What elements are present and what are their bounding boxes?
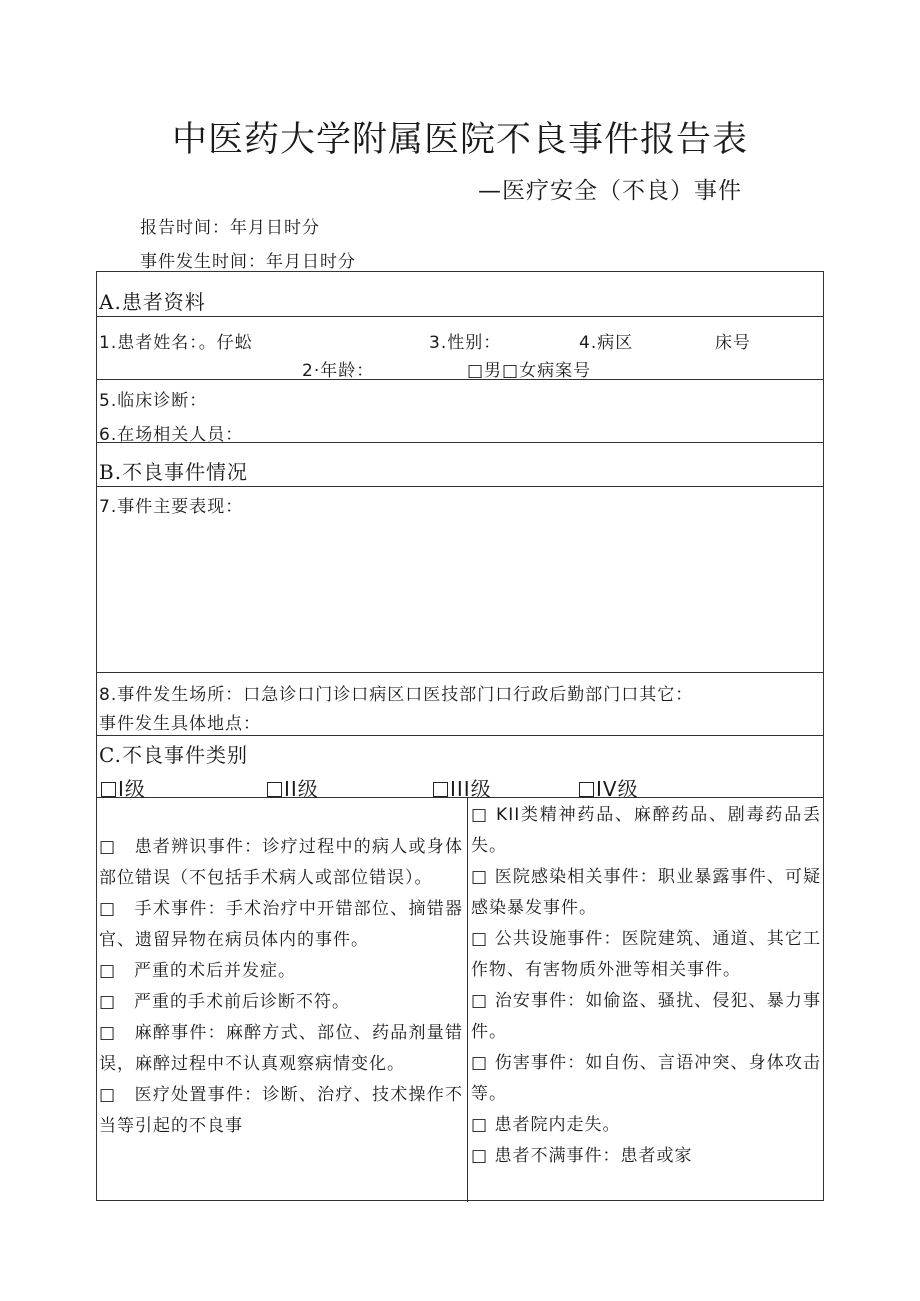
report-form: [96, 271, 824, 1201]
age-field[interactable]: 2·年龄：: [302, 361, 375, 381]
section-c-letter: C.: [99, 743, 122, 767]
row-divider: [97, 486, 823, 487]
category-item[interactable]: □ 严重的术后并发症。: [99, 961, 297, 981]
section-b-title: 不良事件情况: [122, 460, 249, 484]
report-time: 报告时间：年月日时分: [140, 218, 320, 238]
location-detail-field[interactable]: 事件发生具体地点：: [99, 714, 261, 734]
category-item[interactable]: □ 严重的手术前后诊断不符。: [99, 992, 351, 1012]
manifestation-field[interactable]: 7.事件主要表现：: [99, 497, 244, 517]
ward-field[interactable]: 4.病区: [579, 333, 634, 353]
level-option-4[interactable]: IV级: [579, 773, 639, 802]
page-subtitle: —医疗安全（不良）事件: [478, 178, 742, 204]
category-item[interactable]: □ 患者不满事件：患者或家: [471, 1146, 693, 1166]
level-option-2[interactable]: II级: [267, 773, 319, 802]
section-c-title: 不良事件类别: [121, 743, 248, 767]
category-item[interactable]: □ 患者辨识事件：诊疗过程中的病人或身体部位错误（不包括手术病人或部位错误）。: [99, 837, 463, 888]
category-item[interactable]: □ 医院感染相关事件：职业暴露事件、可疑感染暴发事件。: [471, 867, 821, 918]
checkbox-icon: [101, 782, 116, 797]
level-option-3[interactable]: III级: [433, 773, 492, 802]
section-c-header: [99, 739, 248, 768]
checkbox-icon: [579, 782, 594, 797]
section-b-letter: B.: [99, 460, 123, 484]
staff-field[interactable]: 6.在场相关人员：: [99, 425, 244, 445]
section-a-letter: A.: [99, 290, 122, 314]
section-a-title: 患者资料: [121, 290, 206, 314]
category-item[interactable]: □ 医疗处置事件：诊断、治疗、技术操作不当等引起的不良事: [99, 1085, 463, 1136]
location-options[interactable]: 8.事件发生场所：口急诊口门诊口病区口医技部门口行政后勤部门口其它：: [99, 685, 694, 705]
category-item[interactable]: □ 治安事件：如偷盗、骚扰、侵犯、暴力事件。: [471, 991, 821, 1042]
row-divider: [97, 316, 823, 317]
category-item[interactable]: □ KII类精神药品、麻醉药品、剧毒药品丢失。: [471, 805, 821, 856]
event-category-left-list: [99, 832, 463, 1142]
row-divider: [97, 735, 823, 736]
category-item[interactable]: □ 公共设施事件：医院建筑、通道、其它工作物、有害物质外泄等相关事件。: [471, 929, 821, 980]
category-item[interactable]: □ 手术事件：手术治疗中开错部位、摘错器官、遗留异物在病员体内的事件。: [99, 899, 463, 950]
checkbox-icon: [267, 782, 282, 797]
diagnosis-field[interactable]: 5.临床诊断：: [99, 391, 208, 411]
section-b-header: [99, 456, 248, 485]
gender-label: 3.性别：: [429, 333, 502, 353]
checkbox-icon: [433, 782, 448, 797]
section-a-header: [99, 286, 206, 315]
category-item[interactable]: □ 患者院内走失。: [471, 1115, 621, 1135]
patient-name-field[interactable]: 1.患者姓名：。仔蚣: [99, 333, 253, 353]
event-category-right-list: [471, 800, 821, 1172]
bed-field[interactable]: 床号: [715, 333, 751, 353]
page-title: 中医药大学附属医院不良事件报告表: [171, 120, 748, 160]
level-option-1[interactable]: I级: [101, 773, 146, 802]
category-item[interactable]: □ 伤害事件：如自伤、言语冲突、身体攻击等。: [471, 1053, 821, 1104]
gender-options[interactable]: □男□女病案号: [467, 361, 592, 381]
row-divider: [97, 672, 823, 673]
row-divider: [97, 379, 823, 380]
column-divider: [467, 797, 468, 1202]
category-item[interactable]: □ 麻醉事件：麻醉方式、部位、药品剂量错误，麻醉过程中不认真观察病情变化。: [99, 1023, 463, 1074]
event-time: 事件发生时间：年月日时分: [140, 252, 356, 272]
